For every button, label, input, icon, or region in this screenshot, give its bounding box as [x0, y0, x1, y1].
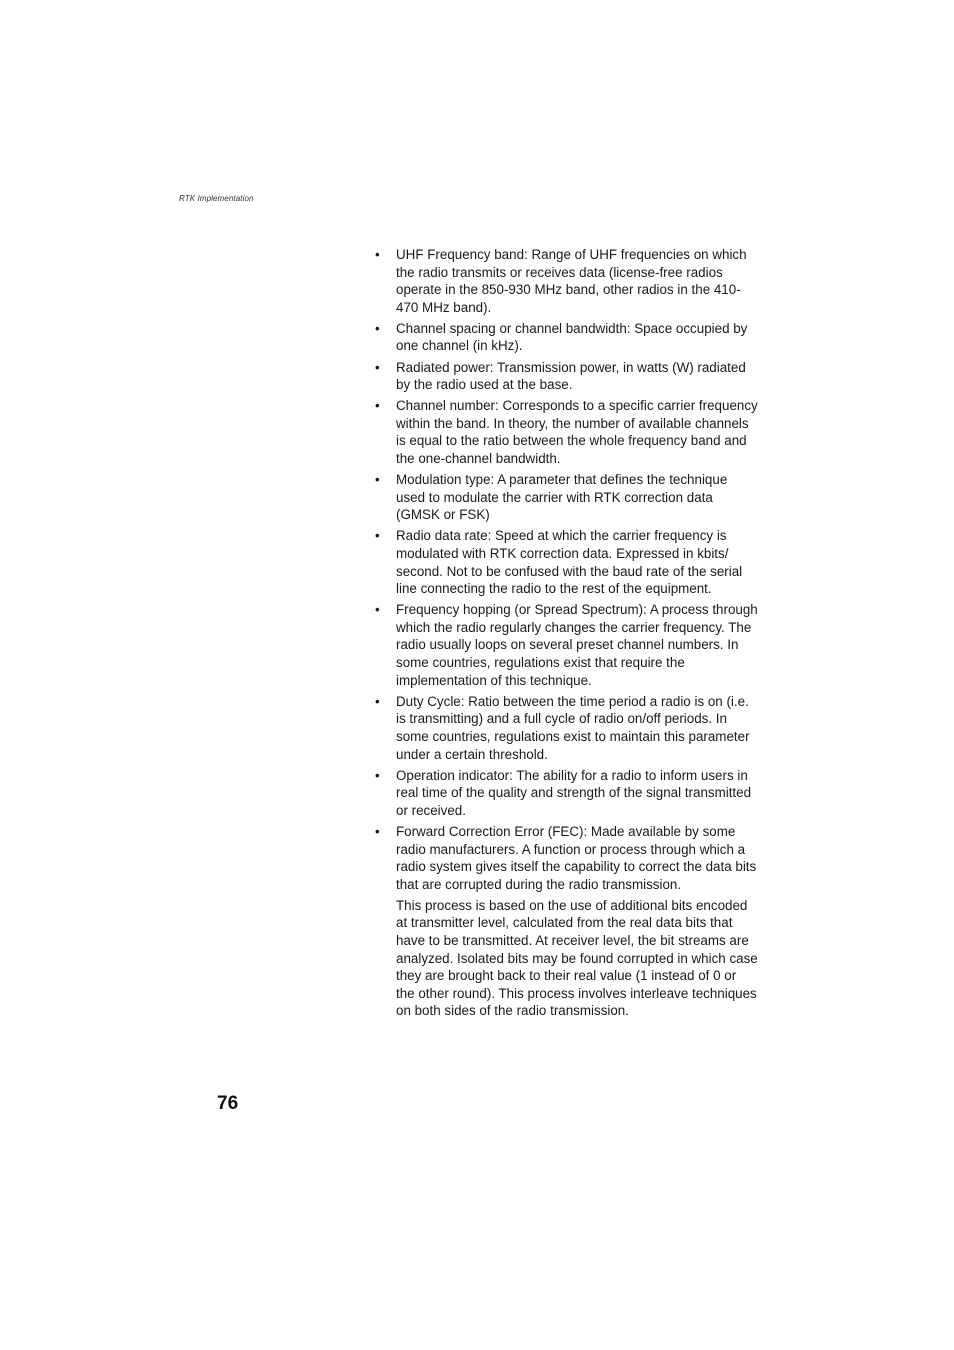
list-item-continuation: This process is based on the use of additional bits encoded at transmitter level, calculated from the real data bits that have to be transmitted. At receiver level, the bit streams are analyzed. Isolated bits may be found corrupted in which case they are brought back to their real value (1 instead of 0 or the other round). This process involves interleave techniques on both sides of the radio transmission. — [396, 897, 758, 1019]
list-item-text: Forward Correction Error (FEC): Made available by some radio manufacturers. A function or process through which a radio system gives itself the capability to correct the data bits that are corrupted during the radio transmission. — [396, 823, 757, 892]
list-item — [374, 397, 758, 467]
list-item-text: Radio data rate: Speed at which the carrier frequency is modulated with RTK correction data. Expressed in kbits/ second. Not to be confused with the baud rate of the serial line connecting the radio to the rest of the equipment. — [396, 528, 743, 597]
list-item-text: Channel number: Corresponds to a specific carrier frequency within the band. In theory, the number of available channels is equal to the ratio between the whole frequency band and the one-channel bandwidth. — [396, 398, 758, 467]
list-item — [374, 823, 758, 1020]
bullet-icon: • — [375, 767, 380, 783]
list-item-text: UHF Frequency band: Range of UHF frequencies on which the radio transmits or receives data (license-free radios operate in the 850-930 MHz band, other radios in the 410-470 MHz band). — [396, 247, 747, 315]
bullet-icon: • — [375, 398, 380, 414]
list-item — [374, 246, 758, 316]
list-item-text: Duty Cycle: Ratio between the time period a radio is on (i.e. is transmitting) and a full cycle of radio on/off periods. In some countries, regulations exist to maintain this parameter under a certain threshold. — [396, 693, 750, 762]
list-item-text: Channel spacing or channel bandwidth: Space occupied by one channel (in kHz). — [396, 320, 748, 354]
list-item — [374, 601, 758, 689]
list-item — [374, 527, 758, 597]
list-item-text: Operation indicator: The ability for a radio to inform users in real time of the quality and strength of the signal transmitted or received. — [396, 767, 752, 818]
running-header: RTK Implementation — [179, 194, 254, 203]
list-item — [374, 767, 758, 820]
list-item — [374, 320, 758, 355]
bullet-list — [374, 246, 758, 1020]
list-item-text: Frequency hopping (or Spread Spectrum): A process through which the radio regularly changes the carrier frequency. The radio usually loops on several preset channel numbers. In some countries, regulations exist that require the implementation of this technique. — [396, 602, 758, 688]
bullet-icon: • — [375, 320, 380, 336]
list-item — [374, 471, 758, 524]
list-item — [374, 359, 758, 394]
bullet-icon: • — [375, 602, 380, 618]
page-number: 76 — [217, 1093, 239, 1114]
list-item — [374, 693, 758, 763]
bullet-icon: • — [375, 693, 380, 709]
main-content — [374, 246, 758, 1023]
bullet-icon: • — [375, 247, 380, 262]
bullet-icon: • — [375, 359, 380, 375]
bullet-icon: • — [375, 823, 380, 839]
list-item-text: Modulation type: A parameter that defines the technique used to modulate the carrier with RTK correction data (GMSK or FSK) — [396, 472, 728, 523]
list-item-text: Radiated power: Transmission power, in watts (W) radiated by the radio used at the base. — [396, 359, 746, 393]
bullet-icon: • — [375, 472, 380, 488]
bullet-icon: • — [375, 528, 380, 544]
